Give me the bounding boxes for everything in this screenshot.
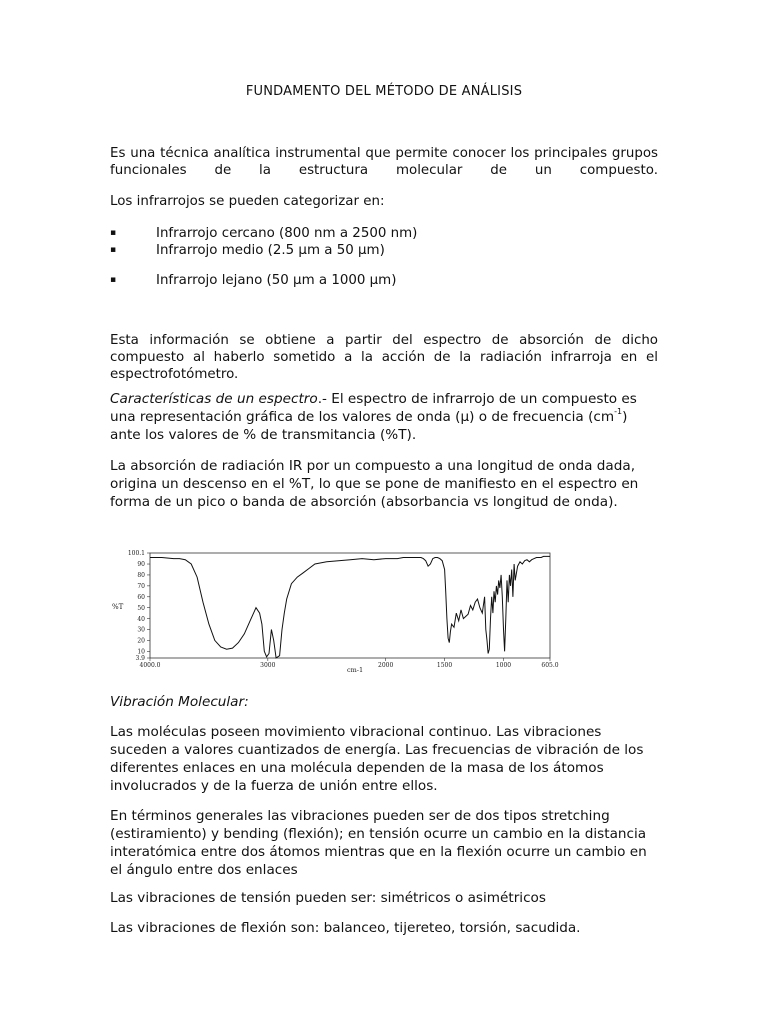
chart-series-line — [150, 556, 550, 658]
chart-y-tick-label: 60 — [137, 593, 145, 601]
vibracion-heading — [110, 693, 658, 711]
chart-y-tick-label: 20 — [137, 637, 145, 645]
bullet-mark: ▪ — [110, 228, 117, 238]
chart-y-tick-label: 50 — [137, 604, 145, 612]
chart-y-tick-label: 100.1 — [127, 550, 145, 558]
chart-x-tick-label: 4000.0 — [139, 662, 161, 669]
chart-x-label: cm-1 — [347, 666, 364, 673]
caracteristicas-text-a: .- El espectro de infrarrojo de un compuesto es una representación gráfica de los valores de onda (µ) o de frecuencia (cm — [110, 391, 637, 425]
info-text: Esta información se obtiene a partir del espectro de absorción de dicho compuesto al haberlo sometido a la acción de la radiación infrarroja en el espectrofotómetro. — [110, 333, 658, 382]
chart-y-tick-label: 90 — [137, 561, 145, 569]
chart-y-ticks — [128, 550, 150, 662]
chart-y-tick-label: 80 — [137, 572, 145, 580]
vibracion-paragraph-1: Las moléculas poseen movimiento vibracional continuo. Las vibraciones suceden a valores cuantizados de energía. Las frecuencias de vibración de los diferentes enlaces en una molécula dependen de la masa de los átomos involucrados y de la fuerza de unión entre ellos. — [110, 724, 644, 794]
chart-y-tick-label: 40 — [137, 615, 145, 623]
chart-x-tick-label: 605.0 — [541, 662, 559, 669]
bullet-text: Infrarrojo medio (2.5 µm a 50 µm) — [156, 243, 385, 258]
caracteristicas-text-b: ) ante los valores de % de transmitancia (%T). — [110, 409, 628, 443]
chart-series — [150, 556, 550, 658]
chart-y-tick-label: 10 — [137, 648, 145, 656]
bullet-mark: ▪ — [110, 245, 117, 255]
chart-x-tick-label: 1500 — [436, 662, 453, 669]
categories-intro: Los infrarrojos se pueden categorizar en: — [110, 194, 385, 209]
chart-y-tick-label: 3.9 — [135, 655, 145, 663]
caracteristicas-paragraph — [110, 390, 650, 444]
absorcion-paragraph: La absorción de radiación IR por un compuesto a una longitud de onda dada, origina un descenso en el %T, lo que se pone de manifiesto en el espectro en forma de un pico o banda de absorción (absorbancia vs longitud de onda). — [110, 458, 639, 510]
caracteristicas-sup: -1 — [614, 407, 623, 417]
caracteristicas-label: Características de un espectro — [110, 391, 318, 407]
chart-x-tick-label: 3000 — [260, 662, 276, 669]
ir-spectrum-chart — [110, 543, 570, 673]
vibracion-heading-text: Vibración Molecular: — [110, 694, 249, 710]
info-paragraph — [110, 332, 658, 383]
chart-x-tick-label: 1000 — [495, 662, 512, 669]
vibracion-paragraph-2: En términos generales las vibraciones pueden ser de dos tipos stretching (estiramiento) y bending (flexión); en tensión ocurre un cambio en la distancia interatómica entre dos átomos mientras que en la flexión ocurre un cambio en el ángulo entre dos enlaces — [110, 808, 647, 878]
chart-y-label: %T — [112, 603, 124, 611]
bullet-text: Infrarrojo cercano (800 nm a 2500 nm) — [156, 226, 418, 241]
bullet-mark: ▪ — [110, 275, 117, 285]
page-title: FUNDAMENTO DEL MÉTODO DE ANÁLISIS — [245, 84, 523, 99]
chart-y-tick-label: 70 — [137, 583, 145, 591]
chart-x-tick-label: 2000 — [378, 662, 394, 669]
tension-paragraph: Las vibraciones de tensión pueden ser: simétricos o asimétricos — [110, 890, 546, 906]
flexion-paragraph: Las vibraciones de flexión son: balanceo, tijereteo, torsión, sacudida. — [110, 920, 581, 936]
intro-paragraph — [110, 145, 658, 179]
intro-text: Es una técnica analítica instrumental que permite conocer los principales grupos funcionales de la estructura molecular de un compuesto. — [110, 146, 658, 178]
bullet-text: Infrarrojo lejano (50 µm a 1000 µm) — [156, 273, 397, 288]
chart-y-tick-label: 30 — [137, 626, 145, 634]
